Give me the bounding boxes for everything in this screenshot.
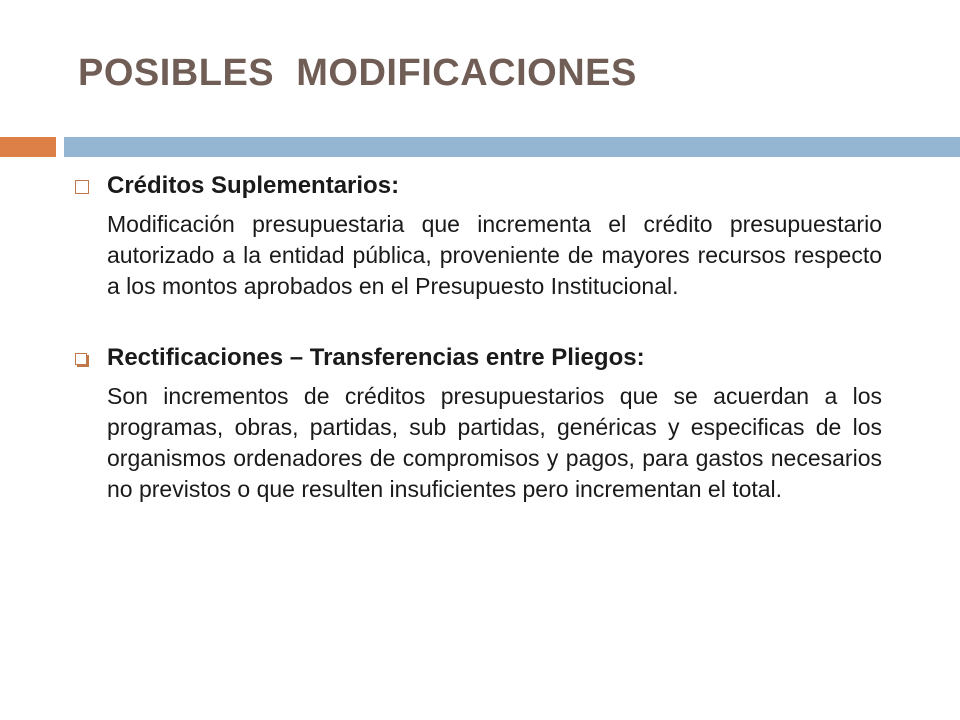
item-body: Modificación presupuestaria que incrementa el crédito presupuestario autorizado a la entidad pública, proveniente de mayores recursos respecto a los montos aprobados en el Presupuesto Institucional. [107,211,882,299]
shadowed-square-bullet-icon [75,353,87,365]
list-item-creditos-suplementarios [72,170,882,302]
item-heading: Rectificaciones – Transferencias entre Pliegos: [107,344,645,371]
accent-bar [0,137,56,157]
list-item-rectificaciones [72,342,882,505]
divider-bar [64,137,960,157]
item-heading: Créditos Suplementarios: [107,172,400,199]
hollow-square-bullet-icon [75,180,89,194]
slide-title: POSIBLES MODIFICACIONES [78,52,637,94]
item-body: Son incrementos de créditos presupuestarios que se acuerdan a los programas, obras, partidas, sub partidas, genéricas y especificas de los organismos ordenadores de compromisos y pagos, para gastos necesarios no previstos o que resulten insuficientes pero incrementan el total. [107,383,882,502]
content-list [72,170,882,505]
